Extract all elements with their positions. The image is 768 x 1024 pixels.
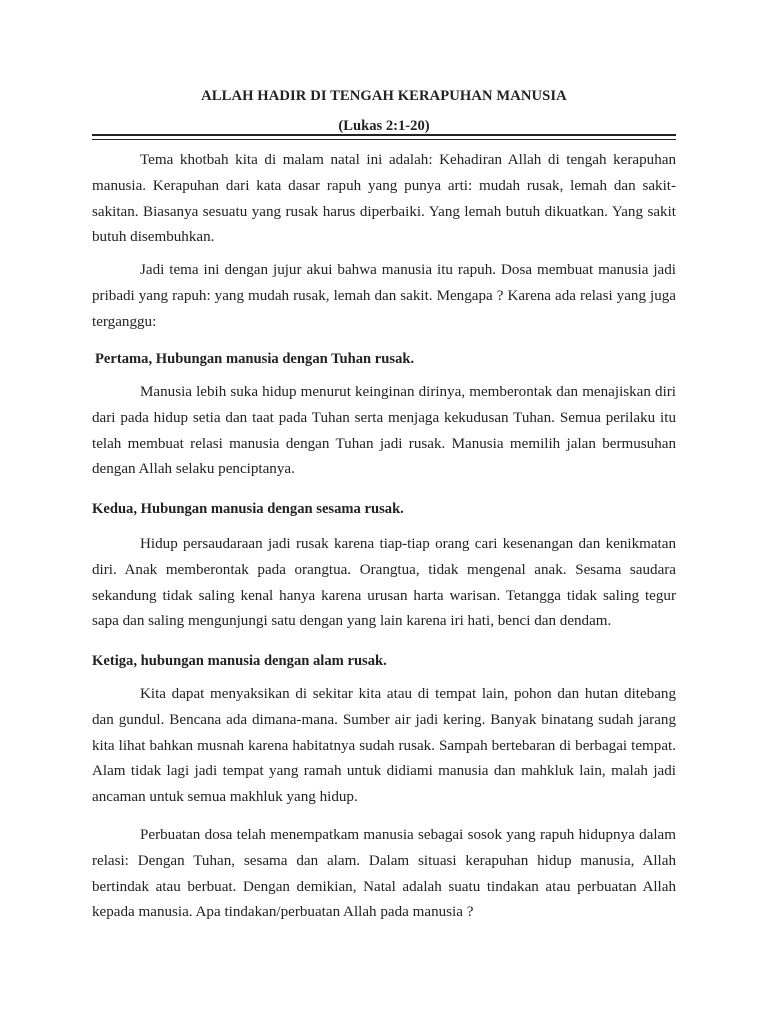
paragraph-relation-others: Hidup persaudaraan jadi rusak karena tiap-tiap orang cari kesenangan dan kenikmatan diri. Anak memberontak pada orangtua. Orangtua, tidak mengenal anak. Sesama saudara sekandung tidak saling kenal hanya karena urusan harta warisan. Tetangga tidak saling tegur sapa dan saling mengunjungi satu dengan yang lain karena iri hati, benci dan dendam. (92, 536, 676, 630)
scripture-reference: (Lukas 2:1-20) (338, 118, 430, 134)
section-heading-first: Pertama, Hubungan manusia dengan Tuhan rusak. (95, 351, 415, 367)
paragraph-intro: Tema khotbah kita di malam natal ini adalah: Kehadiran Allah di tengah kerapuhan manusia. Kerapuhan dari kata dasar rapuh yang punya arti: mudah rusak, lemah dan sakit-sakitan. Biasanya sesuatu yang rusak harus diperbaiki. Yang lemah butuh dikuatkan. Yang sakit butuh disembuhkan. (92, 152, 676, 246)
paragraph-relation-nature: Kita dapat menyaksikan di sekitar kita atau di tempat lain, pohon dan hutan ditebang dan gundul. Bencana ada dimana-mana. Sumber air jadi kering. Banyak binatang sudah jarang kita lihat bahkan musnah karena habitatnya sudah rusak. Sampah bertebaran di berbagai tempat. Alam tidak lagi jadi tempat yang ramah untuk didiami manusia dan mahkluk lain, malah jadi ancaman untuk semua makhluk yang hidup. (92, 686, 676, 806)
section-heading-second: Kedua, Hubungan manusia dengan sesama rusak. (92, 501, 404, 517)
document-title: ALLAH HADIR DI TENGAH KERAPUHAN MANUSIA (201, 88, 567, 104)
title-divider-thick (92, 134, 676, 136)
paragraph-theme: Jadi tema ini dengan jujur akui bahwa manusia itu rapuh. Dosa membuat manusia jadi pribadi yang rapuh: yang mudah rusak, lemah dan sakit. Mengapa ? Karena ada relasi yang juga terganggu: (92, 262, 676, 330)
paragraph-relation-god: Manusia lebih suka hidup menurut keinginan dirinya, memberontak dan menajiskan diri dari pada hidup setia dan taat pada Tuhan serta menjaga kekudusan Tuhan. Semua perilaku itu telah membuat relasi manusia dengan Tuhan jadi rusak. Manusia memilih jalan bermusuhan dengan Allah selaku penciptanya. (92, 384, 676, 478)
paragraph-conclusion: Perbuatan dosa telah menempatkam manusia sebagai sosok yang rapuh hidupnya dalam relasi: Dengan Tuhan, sesama dan alam. Dalam situasi kerapuhan hidup manusia, Allah bertindak atau berbuat. Dengan demikian, Natal adalah suatu tindakan atau perbuatan Allah kepada manusia. Apa tindakan/perbuatan Allah pada manusia ? (92, 827, 676, 921)
title-divider-thin (92, 139, 676, 140)
section-heading-third: Ketiga, hubungan manusia dengan alam rusak. (92, 653, 387, 669)
